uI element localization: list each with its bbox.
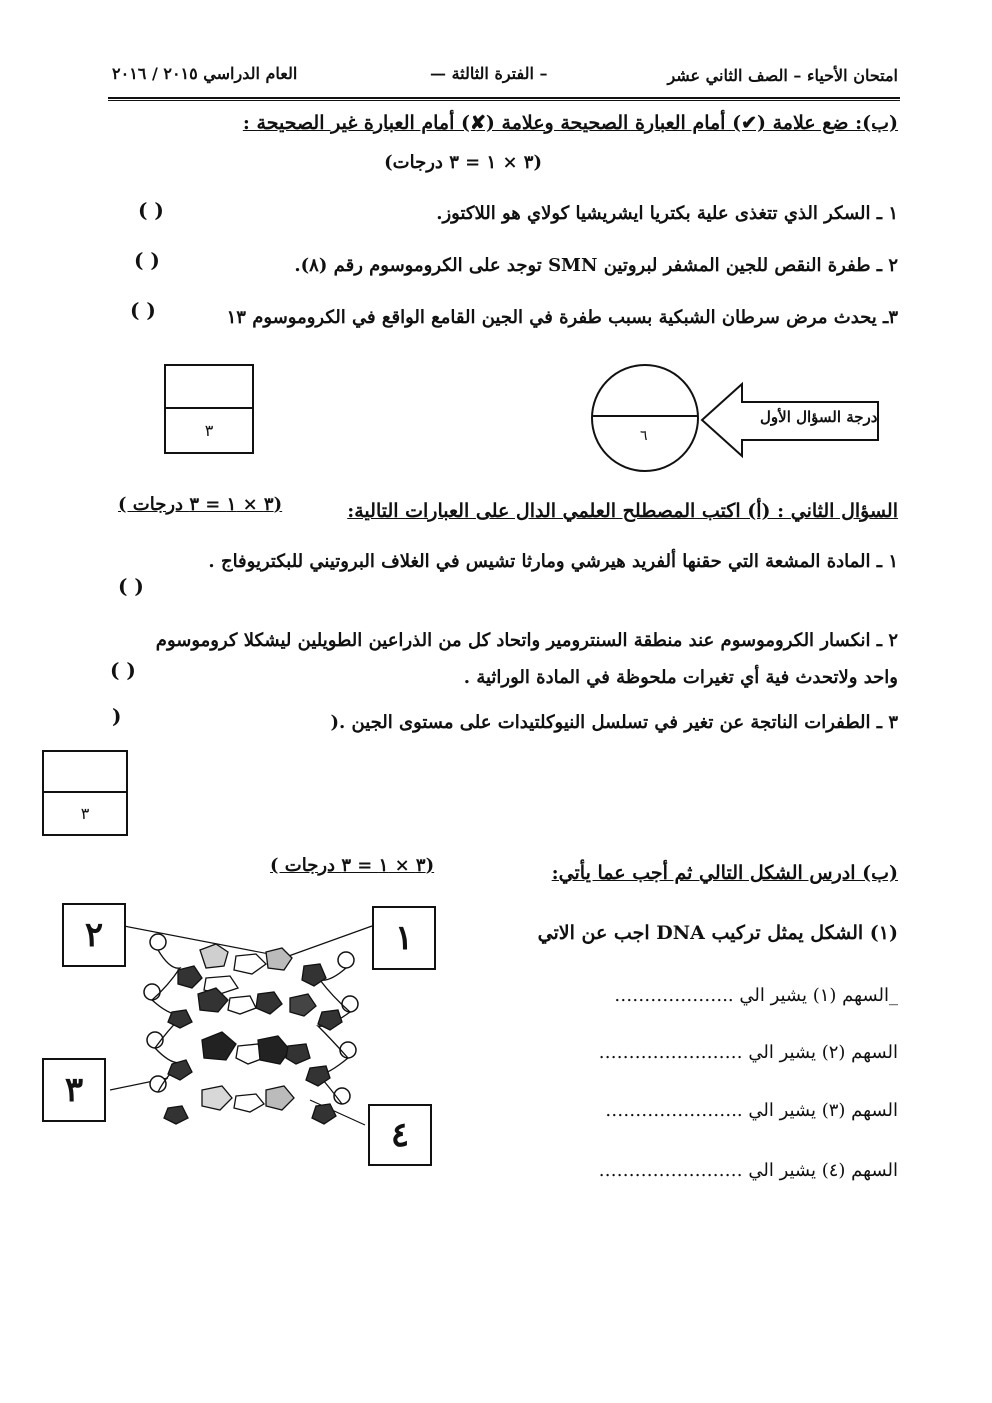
label-box-4: ٤ (368, 1104, 432, 1166)
q2-item-2-line1: ٢ ـ انكسار الكروموسوم عند منطقة السنترومير واتحاد كل من الذراعين الطويلين ليشكلا كروموسوم (155, 630, 898, 651)
q2b-marks: (٣ × ١ = ٣ درجات ) (270, 855, 435, 876)
header-rule-thin (108, 100, 900, 101)
arrow-question-3: السهم (٣) يشير الي ..………………… (605, 1100, 898, 1121)
arrow-question-4: السهم (٤) يشير الي …………………… (598, 1160, 898, 1181)
academic-year: العام الدراسي ٢٠١٥ / ٢٠١٦ (112, 64, 298, 83)
q2-answer-3[interactable]: ) (112, 704, 122, 728)
tf-answer-1[interactable]: ( ) (138, 198, 164, 222)
tf-item-2: ٢ ـ طفرة النقص للجين المشفر لبروتين SMN توجد على الكروموسوم رقم (٨). (294, 255, 898, 276)
q2-item-2-line2: واحد ولاتحدث فية أي تغيرات ملحوظة في المادة الوراثية . (463, 667, 898, 688)
label-box-2: ٢ (62, 903, 126, 967)
exam-term: – الفترة الثالثة — (430, 64, 548, 83)
q2-marks: (٣ × ١ = ٣ درجات ) (118, 494, 283, 515)
arrow-question-2: السهم (٢) يشير الي …………………… (598, 1042, 898, 1063)
arrow-question-1: _السهم (١) يشير الي ..……………… (614, 985, 898, 1006)
tf-item-1: ١ ـ السكر الذي تتغذى علية بكتريا ايشريشيا كولاي هو اللاكتوز. (436, 203, 898, 224)
score-box-total: ٣ (80, 804, 90, 823)
q2b-intro: (١) الشكل يمثل تركيب DNA اجب عن الاتي (537, 922, 898, 944)
exam-title: امتحان الأحياء – الصف الثاني عشر (667, 66, 898, 85)
tf-answer-3[interactable]: ( ) (130, 298, 156, 322)
label-box-3: ٣ (42, 1058, 106, 1122)
tf-item-3: ٣ـ يحدث مرض سرطان الشبكية بسبب طفرة في الجين القامع الواقع في الكروموسوم ١٣ (226, 307, 898, 328)
score-box-blank[interactable] (44, 752, 126, 793)
score-box-q2 (42, 750, 128, 836)
part-b1-instruction: (ب): ضع علامة (✔) أمام العبارة الصحيحة وعلامة (✘) أمام العبارة غير الصحيحة : (242, 112, 898, 134)
q2-answer-2[interactable]: ( ) (110, 658, 136, 682)
q1-score-value: ٦ (640, 428, 648, 444)
score-box-part-b1 (164, 364, 254, 454)
q1-score-circle (592, 365, 698, 471)
part-b1-marks: (٣ × ١ = ٣ درجات) (384, 152, 542, 173)
score-box-total: ٣ (204, 421, 214, 440)
score-box-blank[interactable] (166, 366, 252, 409)
header-rule (108, 97, 900, 99)
label-box-1: ١ (372, 906, 436, 970)
q2-item-1: ١ ـ المادة المشعة التي حقنها ألفريد هيرشي ومارثا تشيس في الغلاف البروتيني للبكتريوفاج . (208, 551, 898, 572)
q2-heading: السؤال الثاني : (أ) اكتب المصطلح العلمي الدال على العبارات التالية: (347, 500, 898, 522)
q2-answer-1[interactable]: ( ) (118, 574, 144, 598)
q1-score-label: درجة السؤال الأول (760, 408, 878, 426)
tf-answer-2[interactable]: ( ) (134, 248, 160, 272)
base-pairs (164, 944, 342, 1124)
q2b-heading: (ب) ادرس الشكل التالي ثم أجب عما يأتي: (551, 862, 898, 884)
q1-score-diagram (590, 352, 890, 502)
q2-item-3: ٣ ـ الطفرات الناتجة عن تغير في تسلسل النيوكلتيدات على مستوى الجين .( (330, 712, 898, 733)
